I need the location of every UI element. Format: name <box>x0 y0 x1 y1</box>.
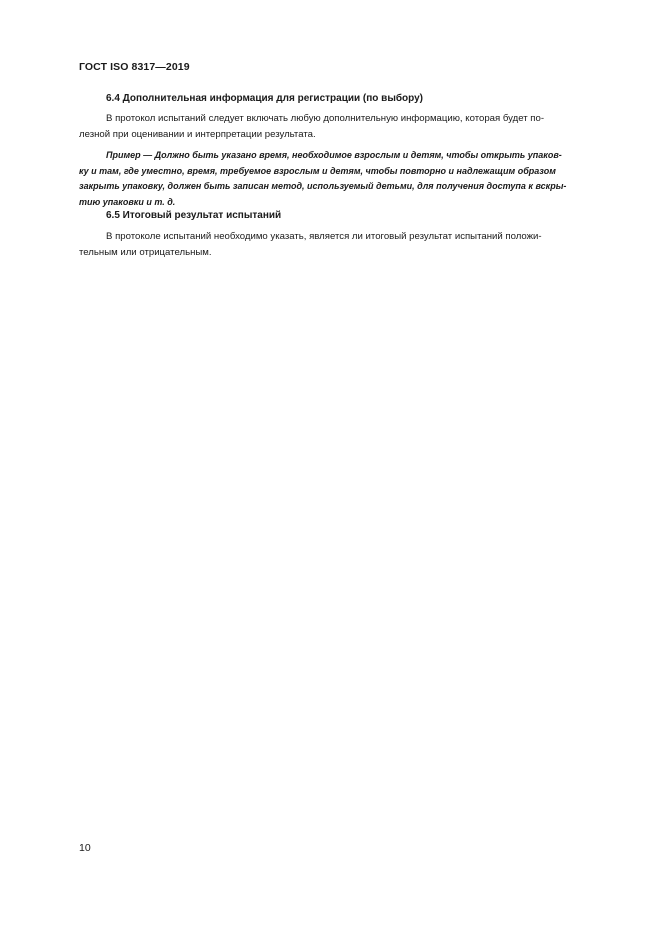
section-title: 6.4 Дополнительная информация для регистрации (по выбору) <box>106 93 424 104</box>
paragraph-line: В протокол испытаний следует включать любую дополнительную информацию, которая будет по- <box>106 113 545 124</box>
example-note <box>79 148 613 210</box>
example-line: ку и там, где уместно, время, требуемое взрослым и детям, чтобы повторно и надлежащим образом <box>79 165 556 176</box>
example-line: Пример — Должно быть указано время, необходимое взрослым и детям, чтобы открыть упаков- <box>106 150 562 160</box>
section-6-5 <box>79 209 613 260</box>
document-header: ГОСТ ISO 8317—2019 <box>79 61 190 73</box>
section-title: 6.5 Итоговый результат испытаний <box>106 210 282 221</box>
section-paragraph <box>79 229 613 260</box>
example-line: тию упаковки и т. д. <box>79 196 176 207</box>
section-6-4 <box>79 92 613 210</box>
page-number: 10 <box>79 842 91 854</box>
paragraph-line: В протоколе испытаний необходимо указать, является ли итоговый результат испытаний положи- <box>106 231 542 242</box>
paragraph-line: лезной при оценивании и интерпретации результата. <box>79 128 316 140</box>
section-paragraph <box>79 111 613 142</box>
paragraph-line: тельным или отрицательным. <box>79 246 212 258</box>
example-line: закрыть упаковку, должен быть записан метод, используемый детьми, для получения доступа к вскры- <box>79 181 567 191</box>
